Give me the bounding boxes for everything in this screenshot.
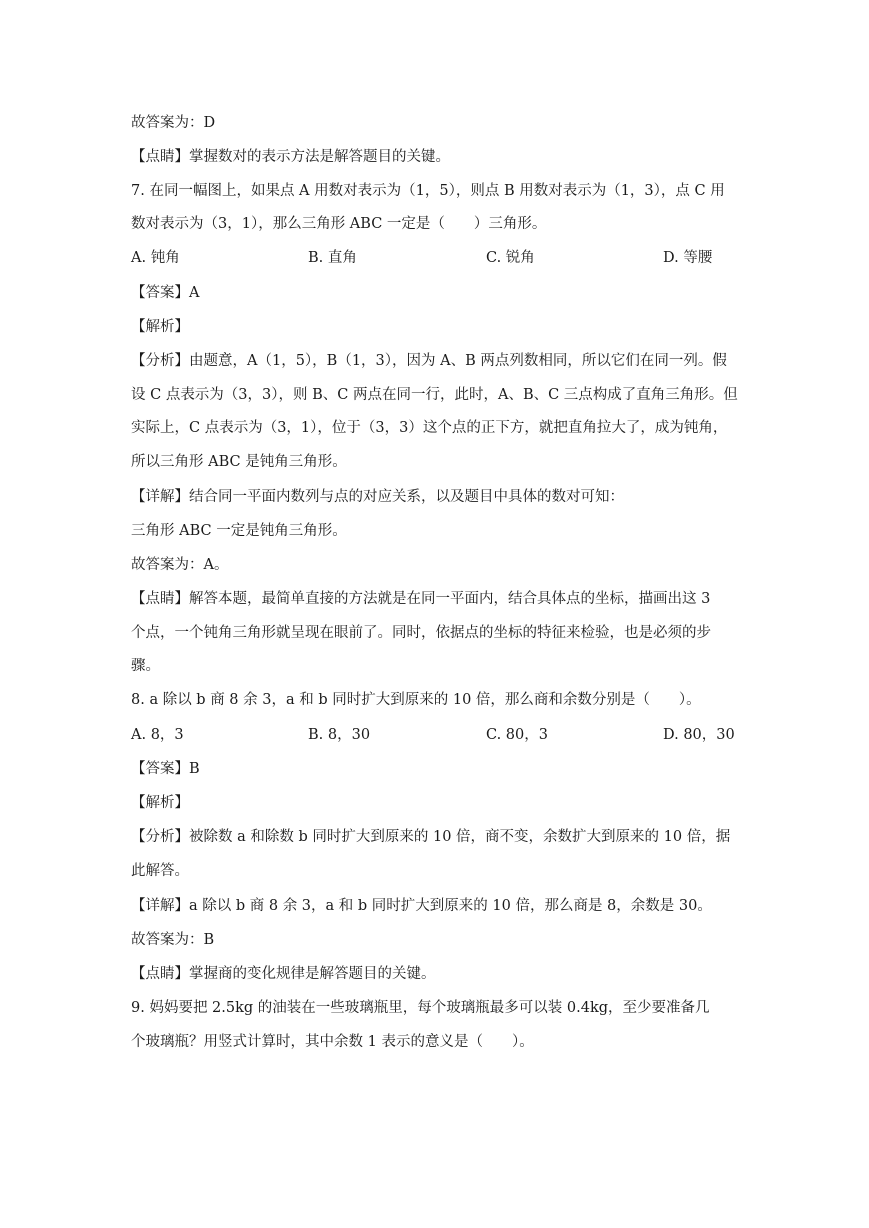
q7-option-a: A. 钝角 bbox=[131, 250, 180, 266]
q8-option-d: D. 80，30 bbox=[663, 727, 735, 743]
detail-line-q7-1: 【详解】结合同一平面内数列与点的对应关系，以及题目中具体的数对可知： bbox=[131, 489, 624, 505]
analysis-line-q7-3: 实际上，C 点表示为（3，1），位于（3，3）这个点的正下方，就把直角拉大了，成为钝角， bbox=[131, 420, 728, 436]
answer-line-q7: 故答案为：A。 bbox=[131, 557, 229, 573]
comment-line-q7-1: 【点睛】解答本题，最简单直接的方法就是在同一平面内，结合具体点的坐标，描画出这 3 bbox=[131, 591, 711, 607]
answer-label-q8: 【答案】B bbox=[131, 761, 200, 777]
comment-line-q8: 【点睛】掌握商的变化规律是解答题目的关键。 bbox=[131, 966, 436, 982]
answer-label-q7: 【答案】A bbox=[131, 285, 200, 301]
analysis-line-q8-1: 【分析】被除数 a 和除数 b 同时扩大到原来的 10 倍，商不变，余数扩大到原来的 10 倍，据 bbox=[131, 829, 731, 845]
question-8-line-1: 8. a 除以 b 商 8 余 3，a 和 b 同时扩大到原来的 10 倍，那么商和余数分别是（ ）。 bbox=[131, 692, 701, 708]
analysis-line-q7-1: 【分析】由题意，A（1，5），B（1，3），因为 A、B 两点列数相同，所以它们在同一列。假 bbox=[131, 353, 727, 369]
comment-line-q7-3: 骤。 bbox=[131, 658, 160, 674]
answer-line-q8: 故答案为：B bbox=[131, 932, 215, 948]
question-9-line-2: 个玻璃瓶？用竖式计算时，其中余数 1 表示的意义是（ ）。 bbox=[131, 1034, 534, 1050]
answer-line-q6: 故答案为：D bbox=[131, 115, 216, 131]
q8-option-b: B. 8，30 bbox=[308, 727, 371, 743]
question-7-line-1: 7. 在同一幅图上，如果点 A 用数对表示为（1，5），则点 B 用数对表示为（1，3），点 C 用 bbox=[131, 183, 725, 199]
question-7-line-2: 数对表示为（3，1），那么三角形 ABC 一定是（ ）三角形。 bbox=[131, 216, 547, 232]
analysis-label-q7: 【解析】 bbox=[131, 319, 189, 335]
detail-line-q7-2: 三角形 ABC 一定是钝角三角形。 bbox=[131, 523, 347, 539]
analysis-label-q8: 【解析】 bbox=[131, 795, 189, 811]
q7-option-c: C. 锐角 bbox=[486, 250, 535, 266]
analysis-line-q7-2: 设 C 点表示为（3，3），则 B、C 两点在同一行，此时，A、B、C 三点构成了直角三角形。但 bbox=[131, 387, 738, 403]
analysis-line-q8-2: 此解答。 bbox=[131, 863, 189, 879]
detail-line-q8: 【详解】a 除以 b 商 8 余 3，a 和 b 同时扩大到原来的 10 倍，那么商是 8，余数是 30。 bbox=[131, 898, 712, 914]
question-9-line-1: 9. 妈妈要把 2.5kg 的油装在一些玻璃瓶里，每个玻璃瓶最多可以装 0.4kg，至少要准备几 bbox=[131, 1000, 710, 1016]
q8-option-a: A. 8，3 bbox=[131, 727, 184, 743]
comment-line-q7-2: 个点，一个钝角三角形就呈现在眼前了。同时，依据点的坐标的特征来检验，也是必须的步 bbox=[131, 625, 711, 641]
analysis-line-q7-4: 所以三角形 ABC 是钝角三角形。 bbox=[131, 454, 347, 470]
q7-option-d: D. 等腰 bbox=[663, 250, 713, 266]
comment-line-q6: 【点睛】掌握数对的表示方法是解答题目的关键。 bbox=[131, 149, 450, 165]
q7-option-b: B. 直角 bbox=[308, 250, 357, 266]
q8-option-c: C. 80，3 bbox=[486, 727, 548, 743]
